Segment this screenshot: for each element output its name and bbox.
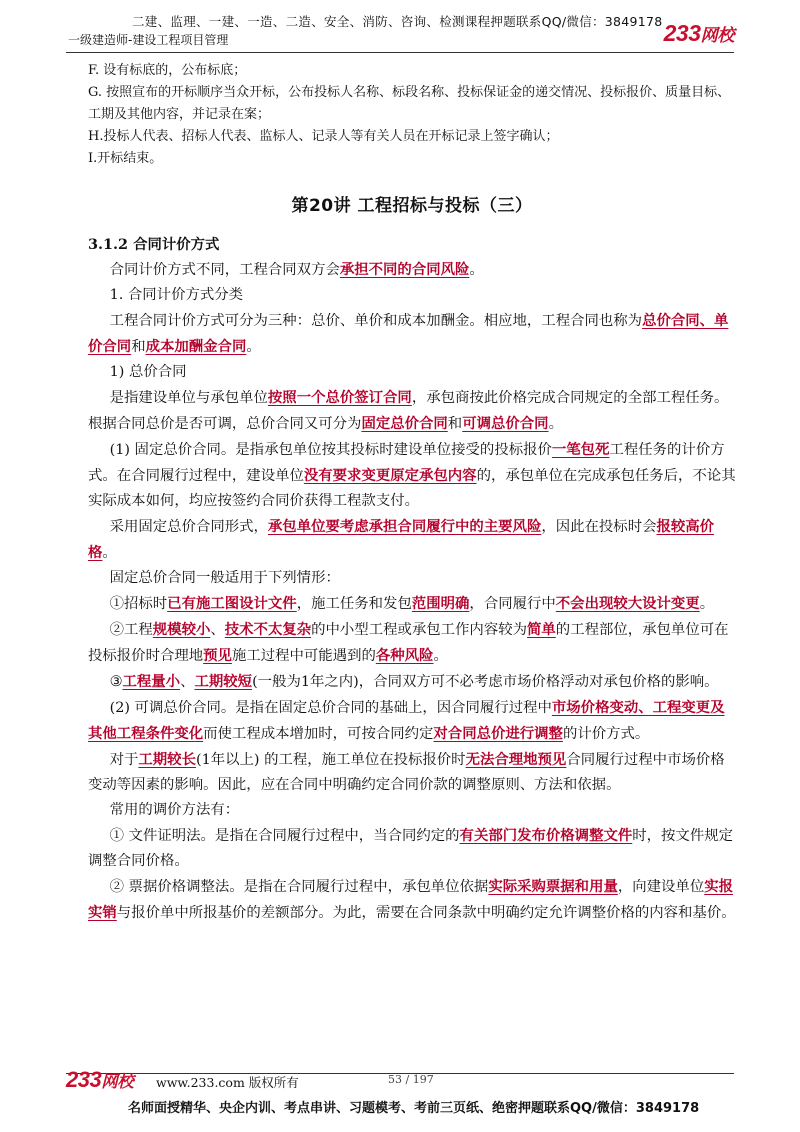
key-term: 已有施工图设计文件 [167,595,297,612]
text-run: 而使工程成本增加时，可按合同约定 [203,726,434,742]
body-paragraph [88,308,736,360]
body-paragraph [88,232,736,257]
body-paragraph [88,283,736,308]
text-run: ③ [109,674,123,690]
key-term: 范围明确 [411,595,470,612]
key-term: 各种风险 [375,647,434,664]
body-paragraph [88,823,736,874]
procedure-item: I.开标结束。 [88,151,163,166]
text-run: 的工程部位，承包单位可在投标报价时合理地 [88,622,729,664]
key-term: 承包单位要考虑承担合同履行中的主要风险 [267,518,542,535]
body-paragraph [88,514,736,566]
text-run: ，因此在投标时会 [541,519,657,535]
text-run: 和 [447,416,463,432]
text-run: 1. 合同计价方式分类 [109,287,244,303]
body-paragraph [88,874,736,926]
text-run: 。 [469,262,484,278]
key-term: 工期较长 [138,751,196,768]
body-paragraph [88,360,736,385]
text-run: 1) 总价合同 [109,364,187,380]
text-run: 常用的调价方法有： [109,802,240,818]
text-run: (1) 固定总价合同。是指承包单位按其投标时建设单位接受的投标报价 [109,442,552,458]
procedure-item: G. 按照宣布的开标顺序当众开标，公布投标人名称、标段名称、投标保证金的递交情况、投标报价、质量目标、工期及其他内容，并记录在案； [88,85,731,122]
text-run: 、 [180,674,195,690]
text-run: (1年以上) 的工程，施工单位在投标报价时 [195,752,466,768]
body-paragraph [88,257,736,283]
text-run: ② 票据价格调整法。是指在合同履行过程中，承包单位依据 [109,879,489,895]
body-paragraph [88,747,736,798]
text-run: 对于 [109,752,139,768]
text-run: 的，承包单位在完成承包任务后，不论其实际成本如何，均应按签约合同价获得工程款支付。 [88,468,736,509]
text-run: 。 [433,648,448,664]
text-run: ②工程 [109,622,153,638]
body-paragraph [88,617,736,669]
key-term: 对合同总价进行调整 [433,725,563,742]
key-term: 市场价格变动、工程变更及其他工程条件变化 [88,699,725,742]
key-term: 承担不同的合同风险 [339,261,470,278]
text-run: ，向建设单位 [617,879,705,895]
section-title: 第20讲 工程招标与投标（三） [291,196,533,216]
body-paragraph [88,437,736,514]
text-run: 合同履行过程中市场价格变动等因素的影响。因此，应在合同中明确约定合同价款的调整原则、方法和依据。 [88,752,725,793]
key-term: 实报实销 [88,878,734,921]
key-term: 技术不太复杂 [224,621,312,638]
key-term: 不会出现较大设计变更 [555,595,700,612]
text-run: 时，按文件规定调整合同价格。 [88,828,733,869]
page-footer [0,1067,800,1132]
text-run: 工程合同计价方式可分为三种：总价、单价和成本加酬金。相应地，工程合同也称为 [109,313,643,329]
key-term: 预见 [203,647,232,664]
footer-ad-line: 名师面授精华、央企内训、考点串讲、习题模考、考前三页纸、绝密押题联系QQ/微信：3849178 [128,1101,700,1116]
text-run: (一般为1年之内)，合同双方可不必考虑市场价格浮动对承包价格的影响。 [252,674,719,690]
text-run: 是指建设单位与承包单位 [109,390,268,406]
header-rule [66,52,734,53]
text-run: ，施工任务和发包 [296,596,412,612]
section-body [88,232,736,926]
text-run: 。 [102,545,117,561]
text-run: 采用固定总价合同形式， [109,519,268,535]
body-paragraph [88,385,736,437]
key-term: 按照一个总价签订合同 [267,389,412,406]
text-run: ，承包商按此价格完成合同规定的全部工程任务。根据合同总价是否可调，总价合同又可分为 [88,390,729,432]
text-run: 施工过程中可能遇到的 [231,648,376,664]
page-header [0,0,800,52]
key-term: 简单 [527,621,556,638]
text-run: 的计价方式。 [562,726,650,742]
text-run: (2) 可调总价合同。是指在固定总价合同的基础上，因合同履行过程中 [109,700,552,716]
brand-logo: 233网校 [663,20,734,46]
header-contact-line: 二建、监理、一建、一造、二造、安全、消防、咨询、检测课程押题联系QQ/微信：3849178 [132,14,663,29]
text-run: 、 [210,622,225,638]
text-run: ①招标时 [109,596,168,612]
text-run: 与报价单中所报基价的差额部分。为此，需要在合同条款中明确约定允许调整价格的内容和基价。 [116,905,736,921]
text-run: 的中小型工程或承包工作内容较为 [311,622,527,638]
key-term: 总价合同、单价合同 [88,312,729,355]
key-term: 固定总价合同 [361,415,448,432]
body-paragraph [88,798,736,823]
opening-procedure-list [88,60,736,170]
body-paragraph [88,669,736,695]
key-term: 规模较小 [152,621,211,638]
footer-brand-logo: 233网校 [66,1067,134,1092]
key-term: 有关部门发布价格调整文件 [459,827,633,844]
body-paragraph [88,591,736,617]
text-run: 和 [131,339,146,355]
key-term: 无法合理地预见 [465,751,567,768]
key-term: 实际采购票据和用量 [488,878,618,895]
footer-copyright: www.233.com 版权所有 [156,1075,299,1090]
key-term: 没有要求变更原定承包内容 [303,467,477,484]
procedure-item: F. 设有标底的，公布标底； [88,63,247,78]
text-run: 3.1.2 合同计价方式 [88,236,220,253]
text-run: 。 [699,596,715,612]
text-run: 固定总价合同一般适用于下列情形： [109,570,340,586]
body-paragraph [88,566,736,591]
text-run: 。 [246,339,261,355]
key-term: 工程量小 [122,673,181,690]
key-term: 报较高价格 [88,518,715,561]
text-run: 工程任务的计价方式。在合同履行过程中，建设单位 [88,442,725,484]
text-run: 合同计价方式不同，工程合同双方会 [109,262,340,278]
key-term: 一笔包死 [551,441,610,458]
text-run: ① 文件证明法。是指在合同履行过程中，当合同约定的 [109,828,460,844]
text-run: ，合同履行中 [469,596,556,612]
page-number: 53 / 197 [388,1073,434,1086]
page-content [88,60,736,926]
key-term: 可调总价合同 [462,415,549,432]
header-book-title: 一级建造师-建设工程项目管理 [68,33,229,47]
text-run: 。 [548,416,563,432]
key-term: 成本加酬金合同 [145,338,247,355]
key-term: 工期较短 [194,673,253,690]
body-paragraph [88,695,736,747]
procedure-item: H.投标人代表、招标人代表、监标人、记录人等有关人员在开标记录上签字确认； [88,129,559,144]
